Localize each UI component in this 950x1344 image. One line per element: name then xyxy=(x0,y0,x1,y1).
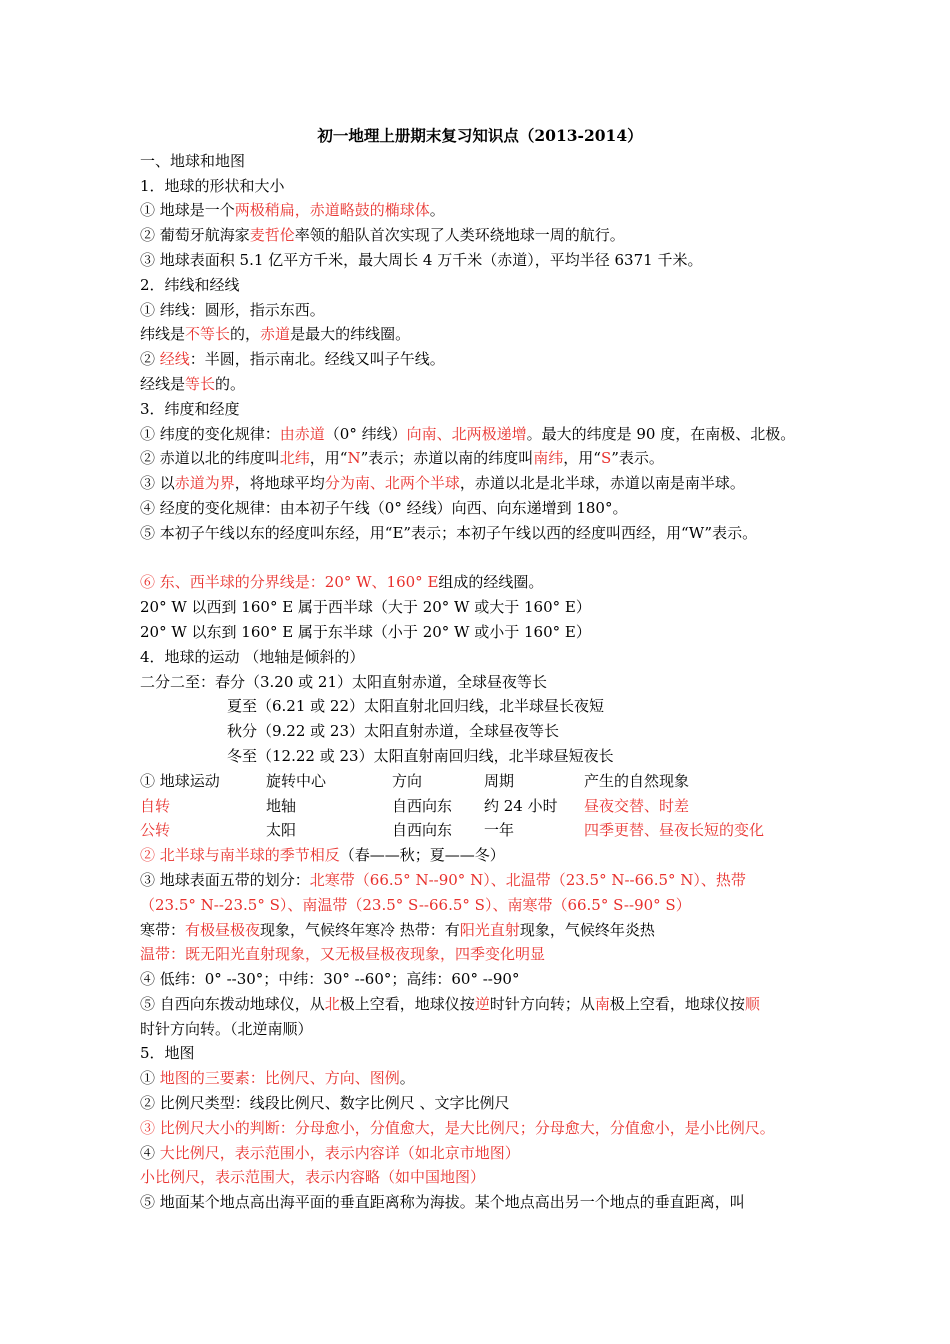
text-line xyxy=(140,223,820,248)
table-cell: 太阳 xyxy=(266,821,297,840)
text-segment: ④ 低纬：0° --30°；中纬：30° --60°；高纬：60° --90° xyxy=(140,970,520,989)
text-segment: 。 xyxy=(399,1069,415,1088)
highlight-text: 赤道 xyxy=(260,325,291,344)
highlight-text: ③ 比例尺大小的判断：分母愈小，分值愈大，是大比例尺；分母愈大，分值愈小，是小比例尺。 xyxy=(140,1118,775,1137)
text-line xyxy=(140,942,820,967)
text-segment: 5．地图 xyxy=(140,1044,195,1063)
highlight-text: 小比例尺，表示范围大，表示内容略（如中国地图） xyxy=(140,1168,486,1187)
text-line xyxy=(140,471,820,496)
text-line xyxy=(140,446,820,471)
text-segment: ① 纬度的变化规律： xyxy=(140,424,280,443)
highlight-text: ② 北半球与南半球的季节相反 xyxy=(140,846,340,865)
table-header-cell: 旋转中心 xyxy=(266,771,327,790)
text-line xyxy=(140,570,820,595)
text-segment: ③ 地球表面五带的划分： xyxy=(140,870,310,889)
text-segment: ⑤ 地面某个地点高出海平面的垂直距离称为海拔。某个地点高出另一个地点的垂直距离，叫 xyxy=(140,1193,745,1212)
text-segment: ② 葡萄牙航海家 xyxy=(140,226,250,245)
text-segment: ，赤道以北是北半球，赤道以南是南半球。 xyxy=(459,474,745,493)
text-segment: 1．地球的形状和大小 xyxy=(140,176,285,195)
text-line xyxy=(140,868,820,893)
text-line xyxy=(140,422,820,447)
text-segment: ② 比例尺类型：线段比例尺、数字比例尺 、文字比例尺 xyxy=(140,1094,510,1113)
text-segment: 现象，气候终年寒冷 热带：有 xyxy=(260,920,460,939)
content-block-2 xyxy=(140,843,820,1215)
text-line xyxy=(140,521,820,546)
text-segment: ① 纬线：圆形，指示东西。 xyxy=(140,300,325,319)
text-segment: 经线是 xyxy=(140,374,186,393)
document-body xyxy=(140,124,820,1215)
highlight-text: S xyxy=(600,449,612,468)
text-segment: 秋分（9.22 或 23）太阳直射赤道，全球昼夜等长 xyxy=(227,722,560,741)
earth-motion-table xyxy=(140,769,820,843)
text-segment: 寒带： xyxy=(140,920,186,939)
highlight-text: 赤道为界 xyxy=(174,474,235,493)
text-segment: 二分二至：春分（3.20 或 21）太阳直射赤道，全球昼夜等长 xyxy=(140,672,548,691)
text-segment: ③ 地球表面积 5.1 亿平方千米，最大周长 4 万千米（赤道），平均半径 6371 千米。 xyxy=(140,250,703,269)
highlight-text: 经线 xyxy=(159,350,190,369)
highlight-text: 分为南、北两个半球 xyxy=(324,474,460,493)
text-segment: 的， xyxy=(230,325,261,344)
highlight-text: N xyxy=(347,449,361,468)
text-line xyxy=(140,620,820,645)
text-segment: ③ 以 xyxy=(140,474,175,493)
text-segment: 4．地球的运动 （地轴是倾斜的） xyxy=(140,647,365,666)
text-line xyxy=(140,967,820,992)
highlight-text: 大比例尺，表示范围小，表示内容详（如北京市地图） xyxy=(159,1143,520,1162)
highlight-text: 等长 xyxy=(185,374,216,393)
table-cell: 昼夜交替、时差 xyxy=(584,796,690,815)
text-line xyxy=(140,1165,820,1190)
highlight-text: （23.5° N--23.5° S）、南温带（23.5° S--66.5° S）、南寒带（66.5° S--90° S） xyxy=(140,895,691,914)
text-segment: 。最大的纬度是 90 度，在南极、北极。 xyxy=(526,424,796,443)
text-line xyxy=(140,1116,820,1141)
highlight-text: 有极昼极夜 xyxy=(185,920,261,939)
text-line xyxy=(140,322,820,347)
text-segment: （0° 纬线） xyxy=(324,424,407,443)
text-segment: 极上空看，地球仪按 xyxy=(609,994,745,1013)
text-segment: 极上空看，地球仪按 xyxy=(339,994,475,1013)
highlight-text: 温带：既无阳光直射现象，又无极昼极夜现象，四季变化明显 xyxy=(140,945,546,964)
text-line xyxy=(140,670,820,695)
text-line xyxy=(140,397,820,422)
table-header-cell: ① 地球运动 xyxy=(140,771,220,790)
text-segment: 率领的船队首次实现了人类环绕地球一周的航行。 xyxy=(294,226,625,245)
text-line xyxy=(140,694,820,719)
text-segment: ⑤ 自西向东拨动地球仪，从 xyxy=(140,994,325,1013)
highlight-text: 南纬 xyxy=(533,449,564,468)
text-line xyxy=(140,744,820,769)
text-segment: ”表示。 xyxy=(611,449,664,468)
text-line xyxy=(140,918,820,943)
table-cell: 公转 xyxy=(140,821,171,840)
text-segment: 2．纬线和经线 xyxy=(140,275,240,294)
highlight-text: 南 xyxy=(594,994,610,1013)
text-segment: 纬线是 xyxy=(140,325,186,344)
text-line xyxy=(140,149,820,174)
text-line xyxy=(140,843,820,868)
text-line xyxy=(140,719,820,744)
text-line xyxy=(140,496,820,521)
text-segment: 冬至（12.22 或 23）太阳直射南回归线，北半球昼短夜长 xyxy=(227,746,614,765)
table-cell: 自西向东 xyxy=(392,821,453,840)
text-segment: 20° W 以西到 160° E 属于西半球（大于 20° W 或大于 160° E） xyxy=(140,598,591,617)
highlight-text: 地图的三要素：比例尺、方向、图例 xyxy=(159,1069,400,1088)
text-segment: 。 xyxy=(429,201,445,220)
table-header-cell: 周期 xyxy=(484,771,515,790)
highlight-text: 北 xyxy=(324,994,340,1013)
text-line xyxy=(140,248,820,273)
text-segment: 夏至（6.21 或 22）太阳直射北回归线，北半球昼长夜短 xyxy=(227,697,605,716)
text-segment: 现象，气候终年炎热 xyxy=(519,920,655,939)
text-segment: 时针方向转；从 xyxy=(489,994,595,1013)
table-cell: 四季更替、昼夜长短的变化 xyxy=(584,821,765,840)
highlight-text: 阳光直射 xyxy=(459,920,520,939)
highlight-text: 麦哲伦 xyxy=(249,226,295,245)
text-segment: ，将地球平均 xyxy=(234,474,325,493)
text-segment: ② xyxy=(140,350,160,369)
text-segment: 20° W 以东到 160° E 属于东半球（小于 20° W 或小于 160° E） xyxy=(140,622,591,641)
table-header-cell: 产生的自然现象 xyxy=(584,771,690,790)
text-line xyxy=(140,298,820,323)
table-cell: 地轴 xyxy=(266,796,297,815)
text-segment: 组成的经线圈。 xyxy=(438,573,544,592)
text-line xyxy=(140,645,820,670)
text-segment: ④ 经度的变化规律：由本初子午线（0° 经线）向西、向东递增到 180°。 xyxy=(140,498,628,517)
text-segment: 一、地球和地图 xyxy=(140,151,246,170)
text-line xyxy=(140,1091,820,1116)
text-line xyxy=(140,1017,820,1042)
text-line xyxy=(140,198,820,223)
text-segment: ，用“ xyxy=(563,449,601,468)
highlight-text: 向南、北两极递增 xyxy=(406,424,527,443)
highlight-text: 北寒带（66.5° N--90° N）、北温带（23.5° N--66.5° N）、热带 xyxy=(309,870,746,889)
highlight-text: ⑥ 东、西半球的分界线是：20° W、160° E xyxy=(140,573,439,592)
text-segment: ① xyxy=(140,1069,160,1088)
text-segment: ：半圆，指示南北。经线又叫子午线。 xyxy=(189,350,445,369)
text-line xyxy=(140,1041,820,1066)
text-line xyxy=(140,893,820,918)
table-cell: 自西向东 xyxy=(392,796,453,815)
highlight-text: 不等长 xyxy=(185,325,231,344)
text-segment: 是最大的纬线圈。 xyxy=(290,325,411,344)
text-segment: ⑤ 本初子午线以东的经度叫东经，用“E”表示；本初子午线以西的经度叫西经，用“W”表示。 xyxy=(140,523,758,542)
text-line xyxy=(140,595,820,620)
text-segment: 时针方向转。（北逆南顺） xyxy=(140,1019,313,1038)
highlight-text: 北纬 xyxy=(279,449,310,468)
table-header-cell: 方向 xyxy=(392,771,423,790)
text-segment: ① 地球是一个 xyxy=(140,201,235,220)
text-segment: ，用“ xyxy=(309,449,348,468)
table-cell: 自转 xyxy=(140,796,171,815)
content-block-1 xyxy=(140,149,820,769)
table-cell: 约 24 小时 xyxy=(484,796,558,815)
text-line xyxy=(140,174,820,199)
highlight-text: 顺 xyxy=(744,994,760,1013)
text-segment: 3．纬度和经度 xyxy=(140,399,240,418)
text-line xyxy=(140,1190,820,1215)
text-line xyxy=(140,273,820,298)
text-line xyxy=(140,372,820,397)
text-segment: ② 赤道以北的纬度叫 xyxy=(140,449,280,468)
text-line xyxy=(140,1141,820,1166)
table-cell: 一年 xyxy=(484,821,515,840)
highlight-text: 两极稍扁，赤道略鼓的椭球体 xyxy=(234,201,430,220)
text-line xyxy=(140,992,820,1017)
document-title: 初一地理上册期末复习知识点（2013-2014） xyxy=(317,126,643,145)
text-segment: ”表示；赤道以南的纬度叫 xyxy=(360,449,534,468)
highlight-text: 由赤道 xyxy=(279,424,325,443)
highlight-text: 逆 xyxy=(474,994,490,1013)
text-segment: （春——秋；夏——冬） xyxy=(339,846,505,865)
text-segment: ④ xyxy=(140,1143,160,1162)
text-line xyxy=(140,1066,820,1091)
text-line xyxy=(140,347,820,372)
text-segment: 的。 xyxy=(215,374,246,393)
